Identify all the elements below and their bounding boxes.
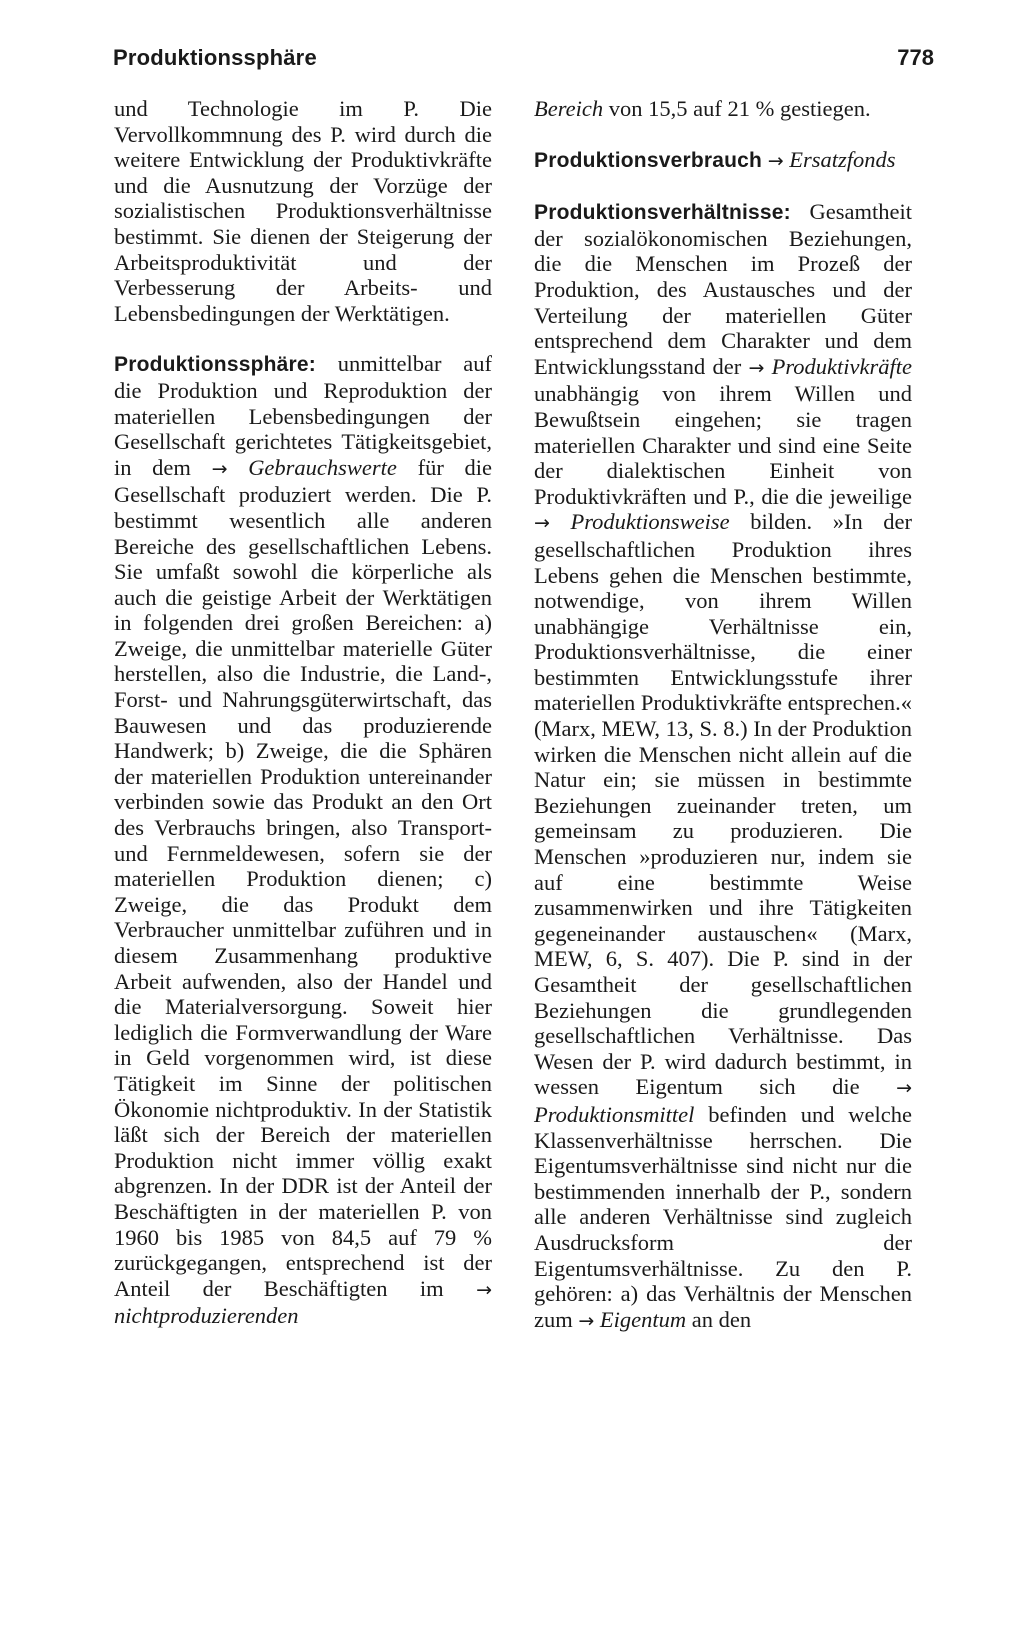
entry-produktionsverbrauch <box>534 147 912 175</box>
cross-reference-produktionsweise[interactable]: Produktionsweise <box>570 509 730 535</box>
cross-reference-arrow-icon: → <box>534 512 550 535</box>
cross-reference-produktionsmittel[interactable]: Produktionsmittel <box>534 1101 695 1127</box>
entry-text: unmittelbar auf die Produktion und Reproduktion der materiellen Lebensbedingungen der Gesellschaft gerichtetes Tätigkeitsgebiet, in dem <box>114 351 492 480</box>
entry-text: an den <box>686 1306 752 1332</box>
left-column <box>114 96 492 1329</box>
cross-reference-ersatzfonds[interactable]: Ersatzfonds <box>789 146 896 172</box>
cross-reference-arrow-icon: → <box>896 1077 912 1100</box>
entry-text: bilden. »In der gesellschaftlichen Produktion ihres Lebens gehen die Menschen bestimmte, notwendige, von ihrem Willen unabhängige Verhältnisse ein, Produktionsverhältnisse, die einer bestimmten Entwicklungsstufe ihrer materiellen Produktivkräfte entsprechen.« (Marx, MEW, 13, S. 8.) In der Produktion wirken die Menschen nicht allein auf die Natur ein; sie müssen in bestimmte Beziehungen zueinander treten, um gemeinsam zu produzieren. Die Menschen »produzieren nur, indem sie auf eine bestimmte Weise zusammenwirken und ihre Tätigkeiten gegeneinander austauschen« (Marx, MEW, 6, S. 407). Die P. sind in der Gesamtheit der gesellschaftlichen Beziehungen die grundlegenden gesellschaftlichen Verhältnisse. Das Wesen der P. wird dadurch bestimmt, in wessen Eigentum sich die <box>534 509 913 1100</box>
cross-reference-arrow-icon: → <box>767 149 784 172</box>
entry-term: Produktionsverhältnisse: <box>534 201 791 225</box>
entry-produktionsverhaeltnisse <box>534 199 912 1334</box>
cross-reference-arrow-icon: → <box>578 1309 595 1332</box>
entry-text: befinden und welche Klassenverhältnisse herrschen. Die Eigentumsverhältnisse sind nicht nur die bestimmenden innerhalb der P., sondern alle anderen Verhältnisse sind zugleich Ausdrucksform der Eigentumsverhältnisse. Zu den P. gehören: a) das Verhältnis der Menschen zum <box>534 1101 912 1332</box>
cross-reference-gebrauchswerte[interactable]: Gebrauchswerte <box>248 454 397 480</box>
right-column <box>534 96 912 1334</box>
cross-reference-arrow-icon: → <box>476 1278 492 1301</box>
entry-produktionssphaere <box>114 351 492 1329</box>
page-number: 778 <box>897 45 934 70</box>
cross-reference-nichtproduzierenden[interactable]: nichtproduzierenden <box>114 1303 299 1329</box>
paragraph-text: von 15,5 auf 21 % gestiegen. <box>603 96 871 121</box>
running-head: Produktionssphäre <box>113 45 317 70</box>
entry-text: für die Gesellschaft produziert werden. Die P. bestimmt wesentlich alle anderen Bereiche des gesellschaftlichen Lebens. Sie umfaßt sowohl die körperliche als auch die geistige Arbeit der Werktätigen in folgenden drei großen Bereichen: a) Zweige, die unmittelbar materielle Güter herstellen, also die Industrie, die Land-, Forst- und Nahrungsgüterwirtschaft, das Bauwesen und das produzierende Handwerk; b) Zweige, die die Sphären der materiellen Produktion untereinander verbinden sowie das Produkt an den Ort des Verbrauchs bringen, also Transport- und Fernmeldewesen, sofern sie der materiellen Produktion dienen; c) Zweige, die das Produkt dem Verbraucher unmittelbar zuführen und in diesem Zusammenhang produktive Arbeit aufwenden, also der Handel und die Materialversorgung. Soweit hier lediglich die Formverwandlung der Ware in Geld vorgenommen wird, ist diese Tätigkeit im Sinne der politischen Ökonomie nichtproduktiv. In der Statistik läßt sich der Bereich der materiellen Produktion nicht immer völlig exakt abgrenzen. In der DDR ist der Anteil der Beschäftigten in der materiellen P. von 1960 bis 1985 von 84,5 auf 79 % zurückgegangen, entsprechend ist der Anteil der Beschäftigten im <box>114 454 492 1301</box>
cross-reference-produktivkraefte[interactable]: Produktivkräfte <box>771 353 912 379</box>
continued-italic: Bereich <box>534 96 604 121</box>
entry-term: Produktionsverbrauch <box>534 148 763 172</box>
cross-reference-arrow-icon: → <box>211 457 228 480</box>
entry-text: Gesamtheit der sozialökonomischen Beziehungen, die die Menschen im Prozeß der Produktion, des Austausches und der Verteilung der materiellen Güter entsprechend dem Charakter und dem Entwicklungsstand der <box>534 199 912 379</box>
continued-paragraph <box>114 96 492 326</box>
paragraph-text: und Technologie im P. Die Vervollkommnung des P. wird durch die weitere Entwicklung der Produktivkräfte und die Ausnutzung der Vorzüge der sozialistischen Produktionsverhältnisse bestimmt. Sie dienen der Steigerung der Arbeitsproduktivität und der Verbesserung der Arbeits- und Lebensbedingungen der Werktätigen. <box>114 96 492 326</box>
cross-reference-arrow-icon: → <box>748 356 765 379</box>
cross-reference-eigentum[interactable]: Eigentum <box>599 1306 687 1332</box>
entry-text: unabhängig von ihrem Willen und Bewußtsein eingehen; sie tragen materiellen Charakter und sind eine Seite der dialektischen Einheit von Produktivkräften und P., die die jeweilige <box>534 381 912 509</box>
continued-paragraph <box>534 96 912 122</box>
entry-term: Produktionssphäre: <box>114 353 316 377</box>
